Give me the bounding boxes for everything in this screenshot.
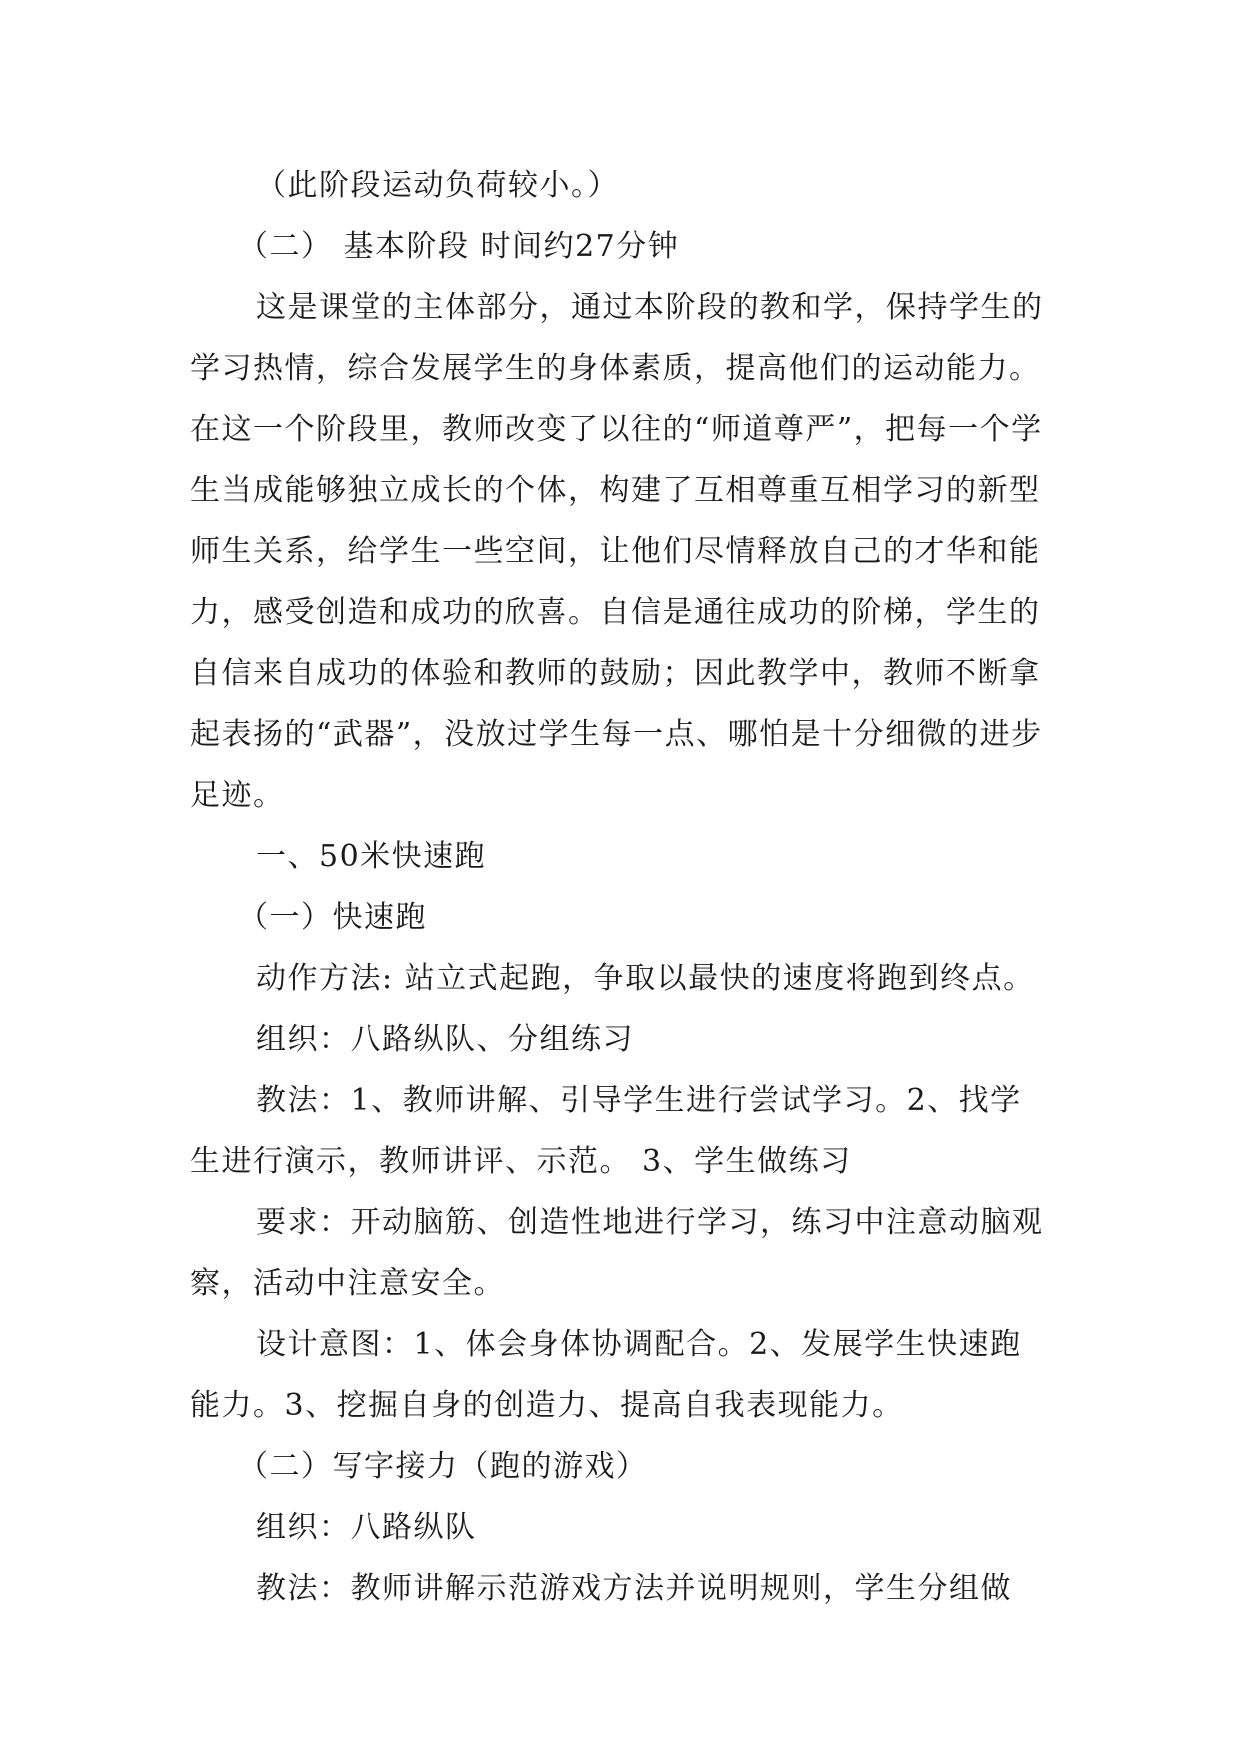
heading-50m-sprint: 一、50米快速跑	[256, 839, 487, 874]
paragraph-organization-2: 组织：八路纵队	[256, 1510, 477, 1545]
paragraph-load-note: （此阶段运动负荷较小。）	[256, 168, 619, 203]
heading-writing-relay: （二）写字接力（跑的游戏）	[238, 1449, 648, 1484]
paragraph-action-method: 动作方法: 站立式起跑，争取以最快的速度将跑到终点。	[256, 961, 1035, 996]
heading-basic-stage: （二） 基本阶段 时间约27分钟	[238, 229, 680, 264]
paragraph-teaching-method-2: 教法：教师讲解示范游戏方法并说明规则，学生分组做	[256, 1571, 1012, 1606]
heading-fast-run: （一）快速跑	[238, 900, 427, 935]
paragraph-teaching-method-1: 教法：1、教师讲解、引导学生进行尝试学习。2、找学生进行演示，教师讲评、示范。 3、学生做练习	[190, 1083, 1022, 1179]
paragraph-basic-stage-description: 这是课堂的主体部分，通过本阶段的教和学，保持学生的学习热情，综合发展学生的身体素质，提高他们的运动能力。在这一个阶段里，教师改变了以往的“师道尊严”，把每一个学生当成能够独立成长的个体，构建了互相尊重互相学习的新型师生关系，给学生一些空间，让他们尽情释放自己的才华和能力，感受创造和成功的欣喜。自信是通往成功的阶梯，学生的自信来自成功的体验和教师的鼓励；因此教学中，教师不断拿起表扬的“武器”，没放过学生每一点、哪怕是十分细微的进步足迹。	[190, 290, 1044, 813]
paragraph-organization-1: 组织：八路纵队、分组练习	[256, 1022, 634, 1057]
paragraph-design-intent: 设计意图：1、体会身体协调配合。2、发展学生快速跑能力。3、挖掘自身的创造力、提高自我表现能力。	[190, 1327, 1022, 1423]
paragraph-requirements: 要求：开动脑筋、创造性地进行学习，练习中注意动脑观察，活动中注意安全。	[190, 1205, 1044, 1301]
document-body	[190, 155, 1050, 1619]
